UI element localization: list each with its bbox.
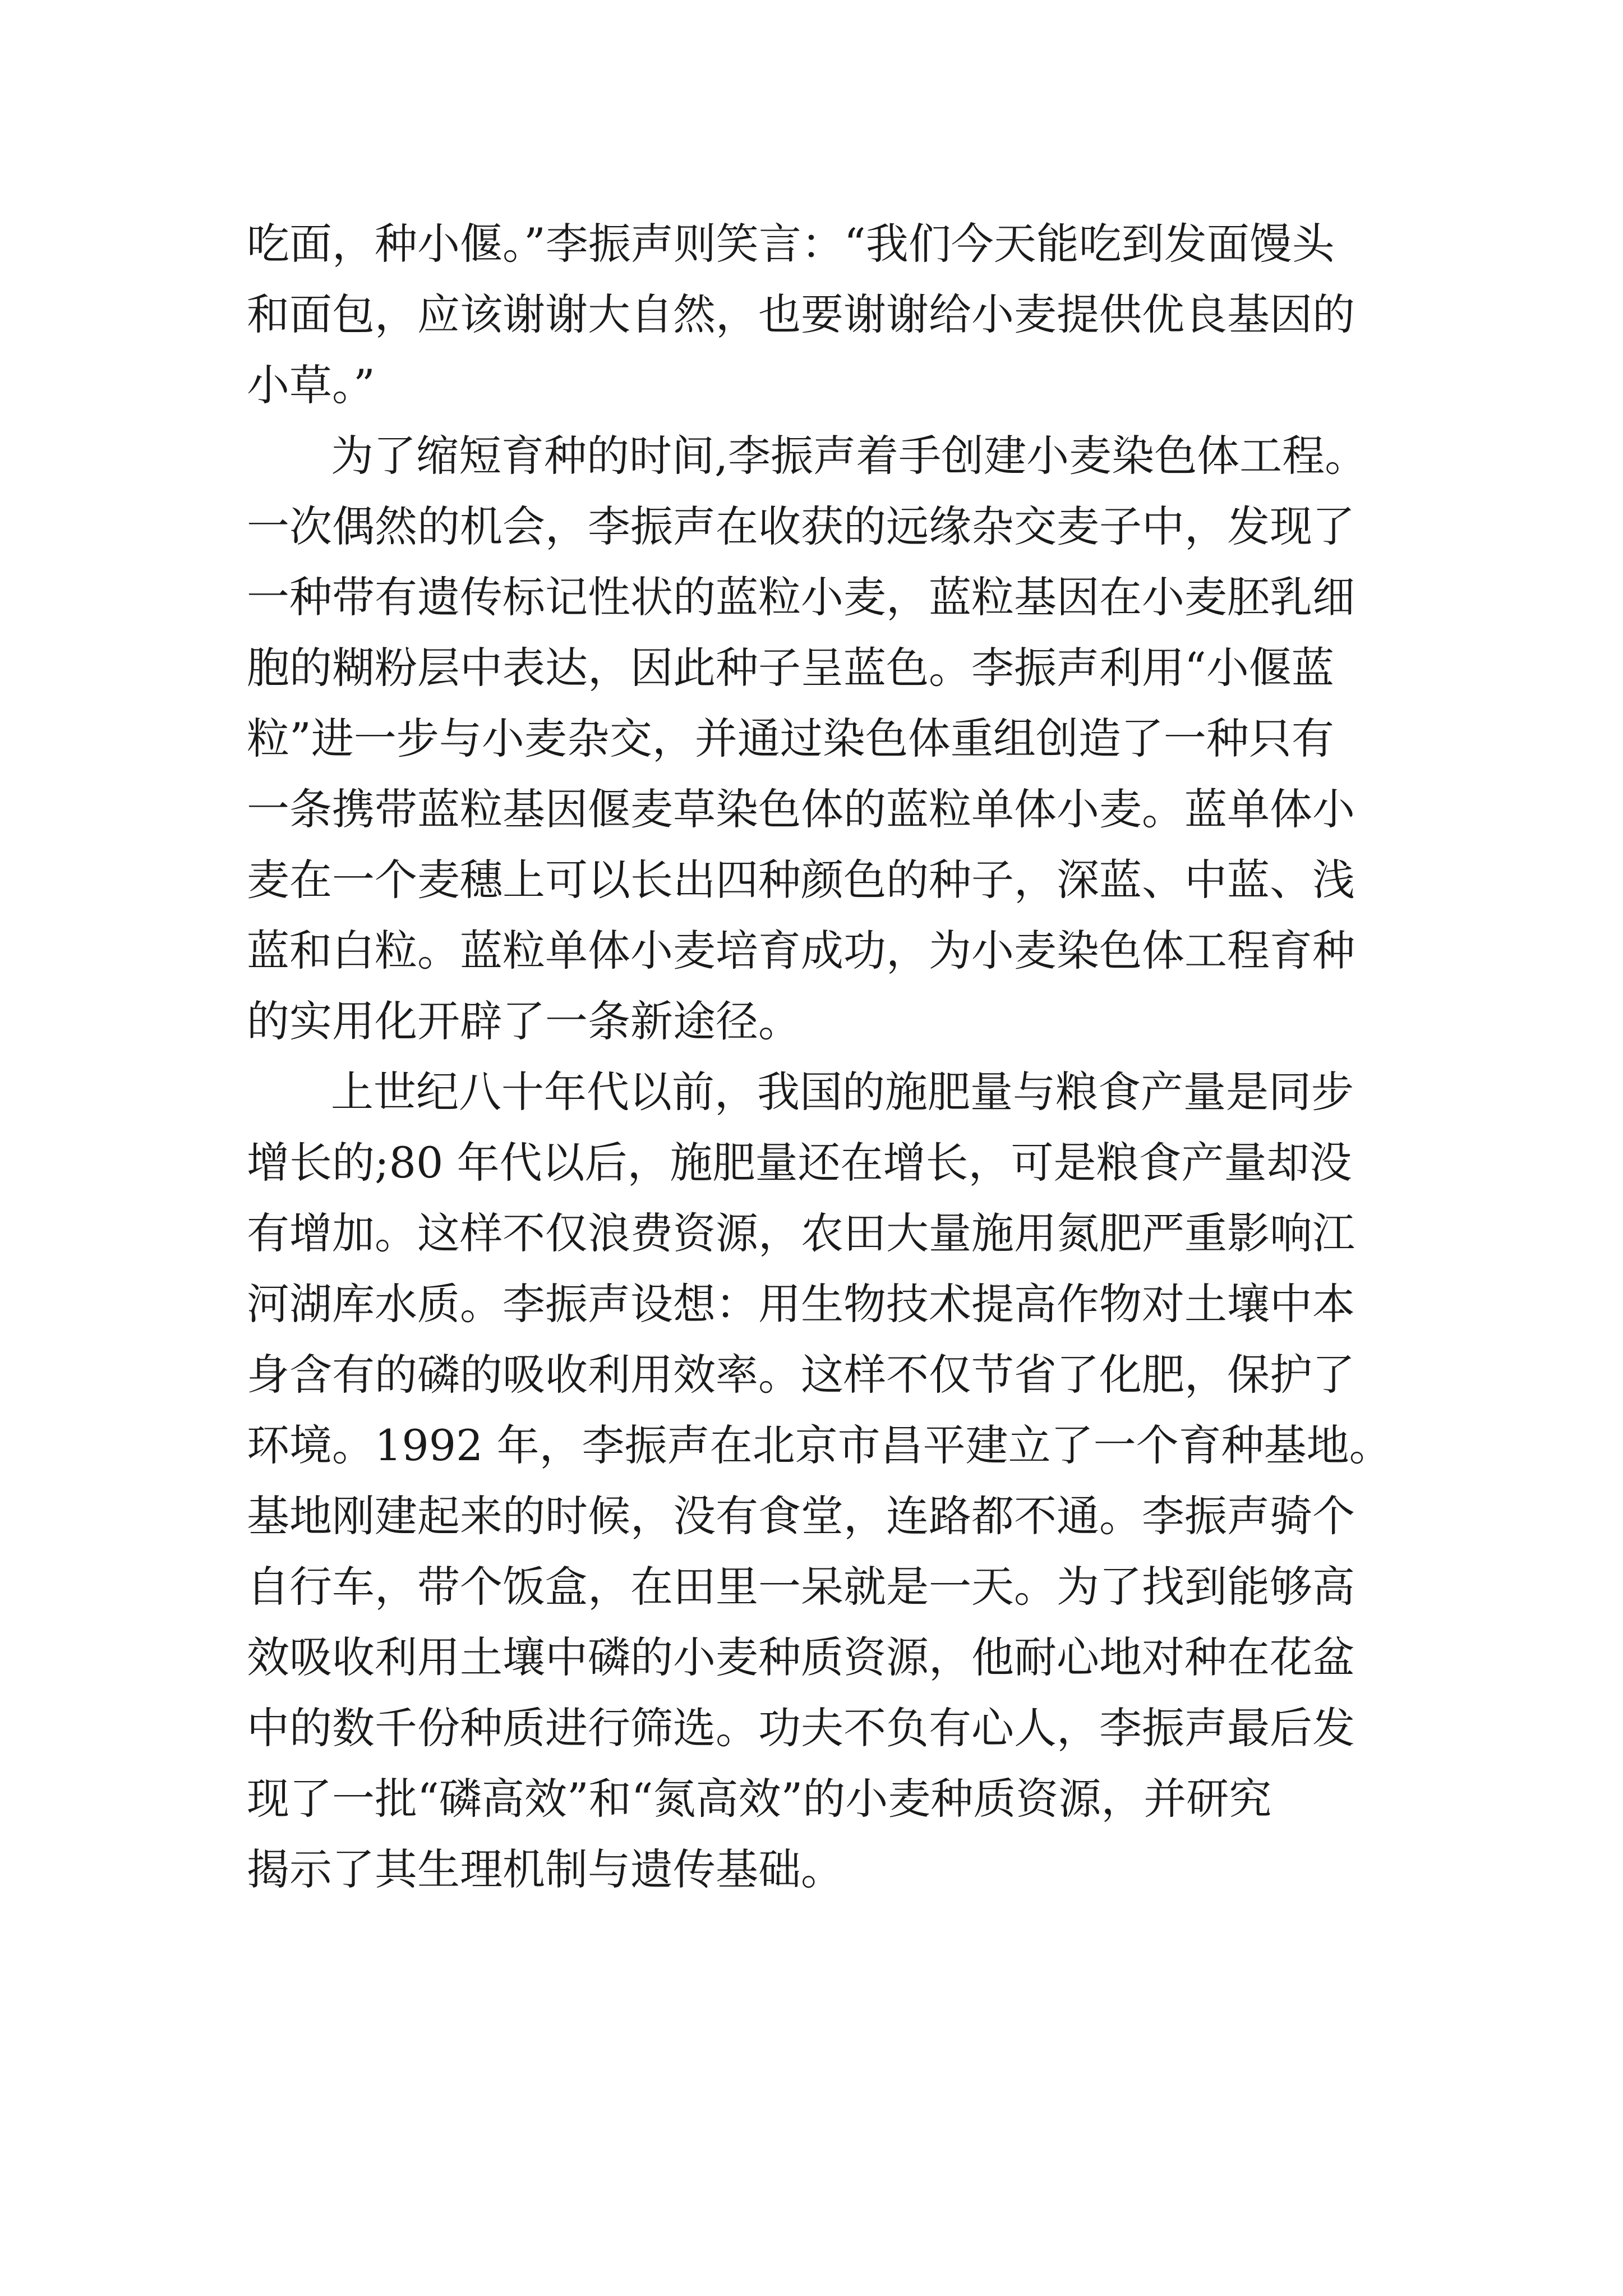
text-line: 自行车，带个饭盒，在田里一呆就是一天。为了找到能够高	[247, 1562, 1355, 1612]
text-line: 一次偶然的机会，李振声在收获的远缘杂交麦子中，发现了	[247, 501, 1355, 551]
text-line: 身含有的磷的吸收利用效率。这样不仅节省了化肥，保护了	[247, 1350, 1355, 1400]
text-line: 中的数千份种质进行筛选。功夫不负有心人，李振声最后发	[247, 1703, 1355, 1753]
text-line: 麦在一个麦穗上可以长出四种颜色的种子，深蓝、中蓝、浅	[247, 855, 1355, 905]
text-line: 基地刚建起来的时候，没有食堂，连路都不通。李振声骑个	[247, 1491, 1355, 1541]
text-line: 蓝和白粒。蓝粒单体小麦培育成功，为小麦染色体工程育种	[247, 926, 1355, 976]
body-text	[247, 209, 1402, 1905]
text-line: 胞的糊粉层中表达，因此种子呈蓝色。李振声利用“小偃蓝	[247, 643, 1334, 693]
text-line: 有增加。这样不仅浪费资源，农田大量施用氮肥严重影响江	[247, 1208, 1355, 1258]
text-line: 一种带有遗传标记性状的蓝粒小麦，蓝粒基因在小麦胚乳细	[247, 572, 1355, 622]
text-line: 河湖库水质。李振声设想：用生物技术提高作物对土壤中本	[247, 1279, 1355, 1329]
text-line: 小草。”	[247, 360, 375, 410]
text-line: 现了一批“磷高效”和“氮高效”的小麦种质资源，并研究	[247, 1774, 1272, 1824]
text-line: 环境。1992 年，李振声在北京市昌平建立了一个育种基地。	[247, 1420, 1392, 1470]
paragraph-first-line: 上世纪八十年代以前，我国的施肥量与粮食产量是同步	[331, 1067, 1354, 1117]
text-line: 和面包，应该谢谢大自然，也要谢谢给小麦提供优良基因的	[247, 289, 1355, 339]
text-line: 粒”进一步与小麦杂交，并通过染色体重组创造了一种只有	[247, 714, 1334, 763]
text-line: 增长的;80 年代以后，施肥量还在增长，可是粮食产量却没	[247, 1138, 1352, 1188]
paragraph-first-line: 为了缩短育种的时间,李振声着手创建小麦染色体工程。	[331, 431, 1368, 481]
text-line: 的实用化开辟了一条新途径。	[247, 996, 801, 1046]
text-line: 一条携带蓝粒基因偃麦草染色体的蓝粒单体小麦。蓝单体小	[247, 784, 1355, 834]
text-line: 揭示了其生理机制与遗传基础。	[247, 1844, 843, 1894]
text-line: 效吸收利用土壤中磷的小麦种质资源，他耐心地对种在花盆	[247, 1632, 1355, 1682]
text-line: 吃面，种小偃。”李振声则笑言：“我们今天能吃到发面馒头	[247, 219, 1335, 269]
